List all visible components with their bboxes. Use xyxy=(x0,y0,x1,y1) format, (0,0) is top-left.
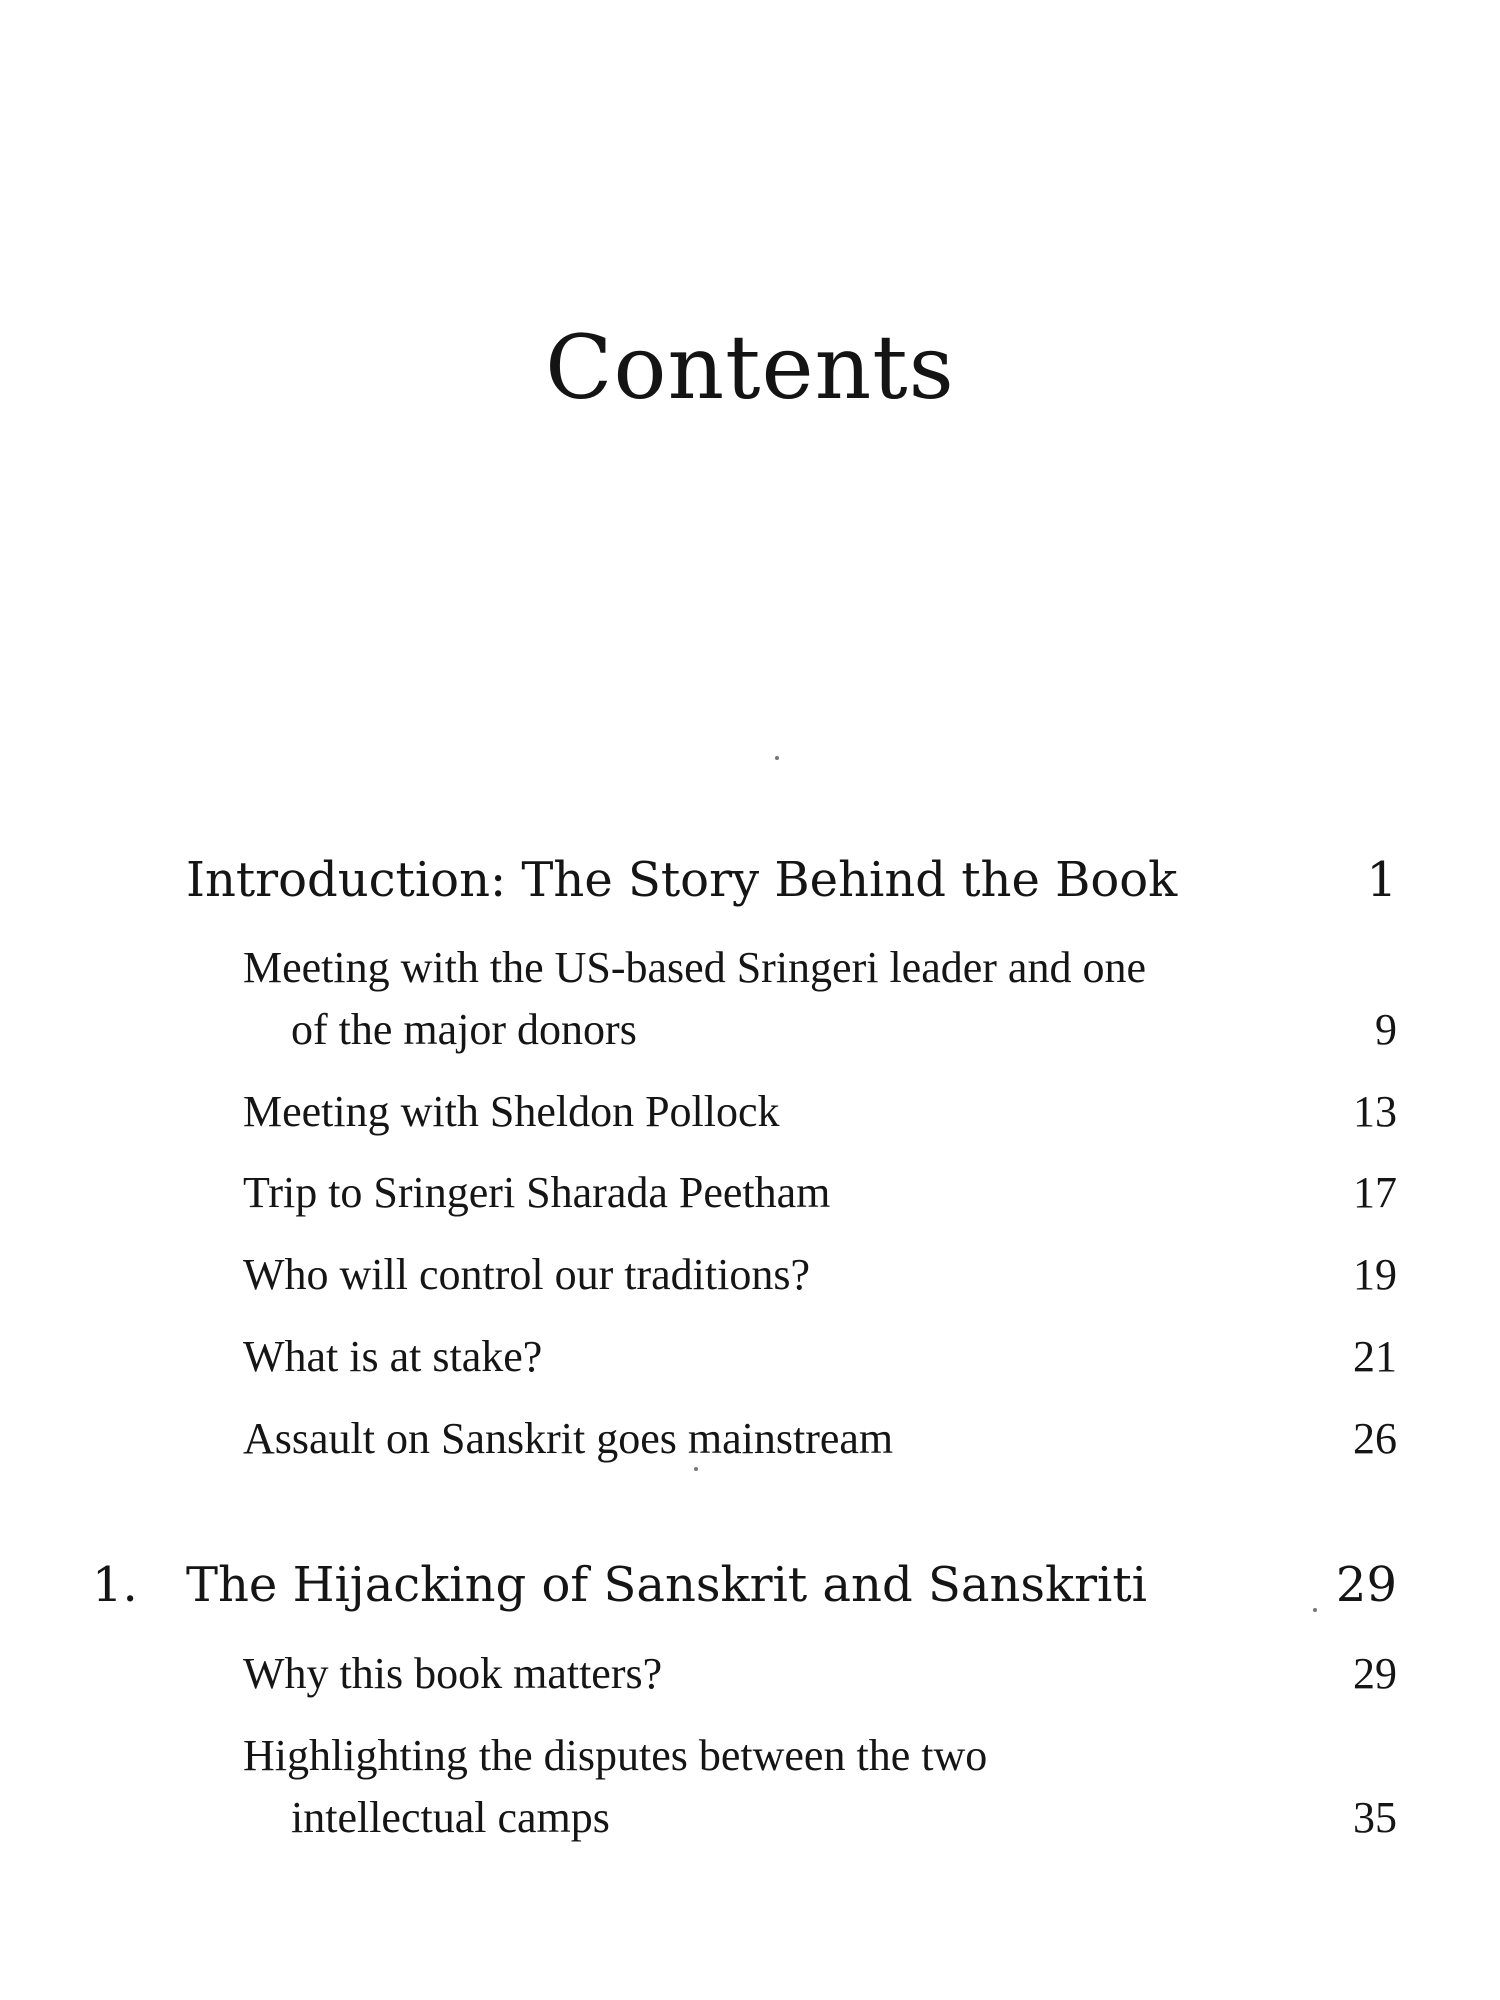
toc-section-title: Meeting with Sheldon Pollock xyxy=(243,1087,780,1136)
toc-section-title: Why this book matters? xyxy=(243,1649,663,1698)
toc-page-number: 35 xyxy=(1353,1793,1397,1842)
toc-page-number: 17 xyxy=(1353,1168,1397,1217)
toc-section-title: Trip to Sringeri Sharada Peetham xyxy=(243,1168,831,1217)
toc-section-title xyxy=(243,1725,987,1849)
toc-page-number: 29 xyxy=(1335,1557,1397,1613)
toc-chapter-number: 1. xyxy=(92,1557,138,1613)
toc-chapter-title: Introduction: The Story Behind the Book xyxy=(186,852,1178,908)
toc-page-number: 9 xyxy=(1375,1005,1397,1054)
toc-page-number: 13 xyxy=(1353,1087,1397,1136)
toc-section-title: Assault on Sanskrit goes mainstream xyxy=(243,1414,894,1463)
page-title: Contents xyxy=(545,316,955,419)
toc-section-title: What is at stake? xyxy=(243,1332,543,1381)
scan-speck xyxy=(694,1467,698,1471)
toc-section-title xyxy=(243,937,1146,1061)
toc-section-title-line1: Meeting with the US-based Sringeri leader and one xyxy=(243,943,1146,992)
toc-chapter-title: The Hijacking of Sanskrit and Sanskriti xyxy=(186,1557,1148,1613)
toc-page-number: 1 xyxy=(1366,852,1397,908)
scan-speck xyxy=(1313,1608,1317,1612)
scan-speck xyxy=(775,756,779,760)
toc-section-title-line1: Highlighting the disputes between the two xyxy=(243,1731,988,1780)
toc-page-number: 29 xyxy=(1353,1649,1397,1698)
toc-page-number: 21 xyxy=(1353,1332,1397,1381)
toc-page-number: 26 xyxy=(1353,1414,1397,1463)
toc-section-title-line2: intellectual camps xyxy=(291,1793,610,1842)
toc-section-title-line2: of the major donors xyxy=(291,1005,637,1054)
toc-section-title: Who will control our traditions? xyxy=(243,1250,810,1299)
toc-page-number: 19 xyxy=(1353,1250,1397,1299)
